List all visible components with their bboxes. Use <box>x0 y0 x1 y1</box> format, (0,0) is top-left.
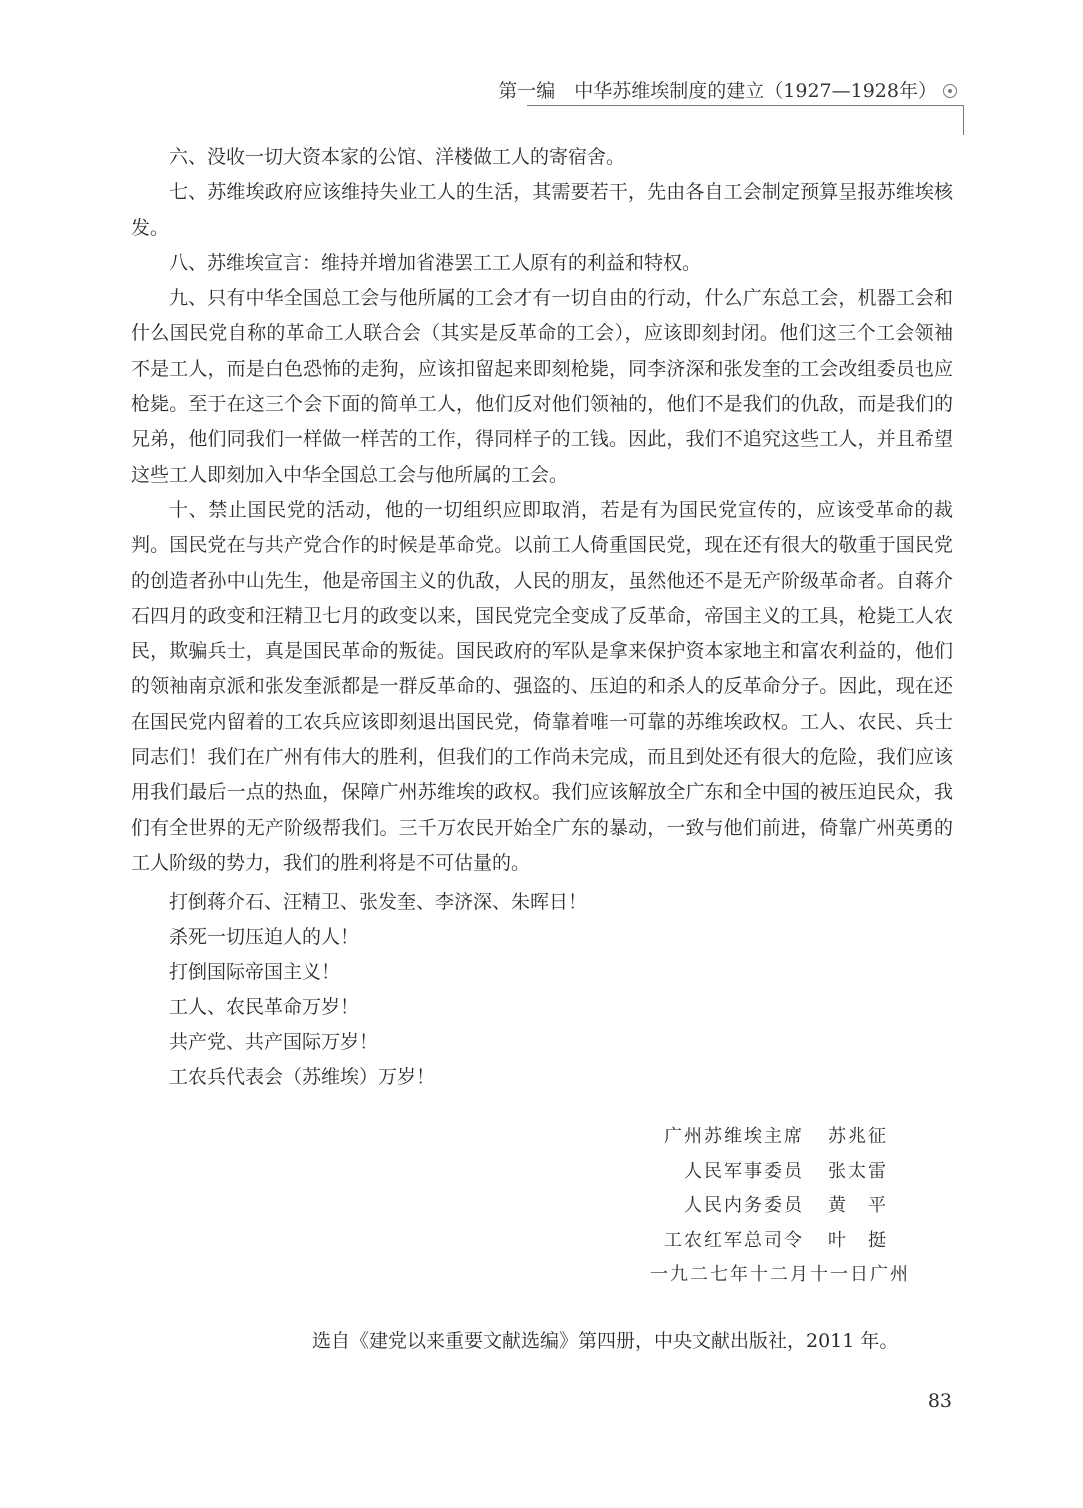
signature-name: 叶 挺 <box>828 1229 888 1251</box>
slogan-item: 杀死一切压迫人的人！ <box>169 926 360 948</box>
signature-title: 广州苏维埃主席 <box>664 1126 804 1147</box>
paragraph-item-10: 十、禁止国民党的活动，他的一切组织应即取消，若是有为国民党宣传的，应该受革命的裁判。国民党在与共产党合作的时候是革命党。以前工人倚重国民党，现在还有很大的敬重于国民党的创造者孙中山先生，他是帝国主义的仇敌，人民的朋友，虽然他还不是无产阶级革命者。自蒋介石四月的政变和汪精卫七月的政变以来，国民党完全变成了反革命，帝国主义的工具，枪毙工人农民，欺骗兵士，真是国民革命的叛徒。国民政府的军队是拿来保护资本家地主和富农利益的，他们的领袖南京派和张发奎派都是一群反革命的、强盗的、压迫的和杀人的反革命分子。因此，现在还在国民党内留着的工农兵应该即刻退出国民党，倚靠着唯一可靠的苏维埃政权。工人、农民、兵士同志们！我们在广州有伟大的胜利，但我们的工作尚未完成，而且到处还有很大的危险，我们应该用我们最后一点的热血，保障广州苏维埃的政权。我们应该解放全广东和全中国的被压迫民众，我们有全世界的无产阶级帮我们。三千万农民开始全广东的暴动，一致与他们前进，倚靠广州英勇的工人阶级的势力，我们的胜利将是不可估量的。 <box>131 498 953 874</box>
signature-row <box>560 1155 910 1190</box>
source-note: 选自《建党以来重要文献选编》第四册，中央文献出版社，2011 年。 <box>312 1330 899 1352</box>
page-number: 83 <box>927 1390 952 1412</box>
signature-block <box>560 1120 910 1293</box>
signature-name: 苏兆征 <box>828 1126 888 1147</box>
running-header <box>498 76 957 103</box>
slogan-item: 打倒国际帝国主义！ <box>169 961 341 983</box>
slogan-item: 工农兵代表会（苏维埃）万岁！ <box>169 1066 436 1088</box>
header-rule <box>527 105 964 106</box>
slogan-item: 打倒蒋介石、汪精卫、张发奎、李济深、朱晖日！ <box>169 891 588 913</box>
paragraph-item-6: 六、没收一切大资本家的公馆、洋楼做工人的寄宿舍。 <box>169 146 626 168</box>
slogan-item: 共产党、共产国际万岁！ <box>169 1031 379 1053</box>
running-header-title: 第一编 中华苏维埃制度的建立（1927—1928年） <box>498 80 937 102</box>
signature-row <box>560 1224 910 1259</box>
slogan-item: 工人、农民革命万岁！ <box>169 996 360 1018</box>
date-line-row <box>560 1258 910 1293</box>
signature-title: 人民军事委员 <box>684 1160 804 1182</box>
main-text <box>131 140 953 881</box>
signature-name: 张太雷 <box>828 1160 888 1182</box>
signature-row <box>560 1120 910 1155</box>
target-circle-icon <box>943 84 957 98</box>
signature-title: 人民内务委员 <box>684 1195 804 1216</box>
signature-row <box>560 1189 910 1224</box>
date-line: 一九二七年十二月十一日广州 <box>650 1264 910 1285</box>
slogan-list <box>131 885 953 1095</box>
signature-title: 工农红军总司令 <box>664 1229 804 1251</box>
paragraph-item-9: 九、只有中华全国总工会与他所属的工会才有一切自由的行动，什么广东总工会，机器工会和什么国民党自称的革命工人联合会（其实是反革命的工会），应该即刻封闭。他们这三个工会领袖不是工人，而是白色恐怖的走狗，应该扣留起来即刻枪毙，同李济深和张发奎的工会改组委员也应枪毙。至于在这三个会下面的简单工人，他们反对他们领袖的，他们不是我们的仇敌，而是我们的兄弟，他们同我们一样做一样苦的工作，得同样子的工钱。因此，我们不追究这些工人，并且希望这些工人即刻加入中华全国总工会与他所属的工会。 <box>131 287 953 486</box>
paragraph-item-7: 七、苏维埃政府应该维持失业工人的生活，其需要若干，先由各自工会制定预算呈报苏维埃核发。 <box>131 181 953 239</box>
signature-name: 黄 平 <box>828 1195 888 1216</box>
paragraph-item-8: 八、苏维埃宣言：维持并增加省港罢工工人原有的利益和特权。 <box>169 251 702 274</box>
header-rule-vertical <box>963 105 964 135</box>
